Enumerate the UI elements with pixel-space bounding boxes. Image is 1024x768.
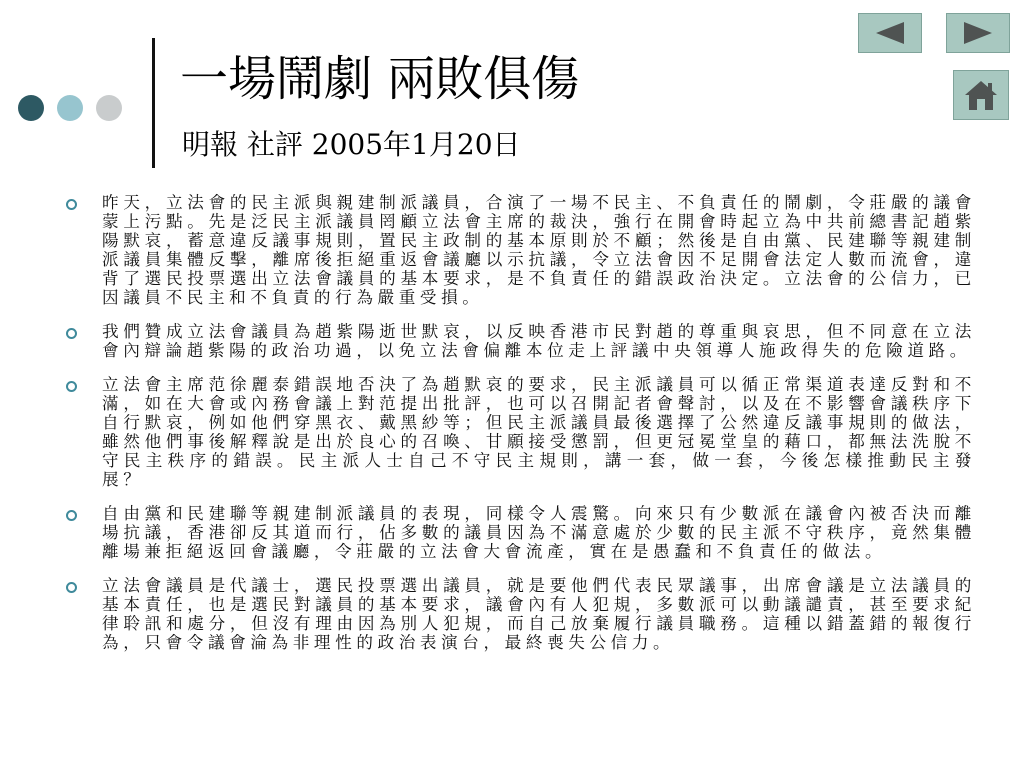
dot-gray (96, 95, 122, 121)
paragraph-text: 昨天，立法會的民主派與親建制派議員，合演了一場不民主、不負責任的鬧劇，令莊嚴的議會蒙上污點。先是泛民主派議員罔顧立法會主席的裁決，強行在開會時起立為中共前總書記趙紫陽默哀，蓄意違反議事規則，置民主政制的基本原則於不顧；然後是自由黨、民建聯等親建制派議員集體反擊，離席後拒絕重返會議廳以示抗議，令立法會因不足開會法定人數而流會，違背了選民投票選出立法會議員的基本要求，是不負責任的錯誤政治決定。立法會的公信力，已因議員不民主和不負責的行為嚴重受損。 (102, 193, 976, 307)
triangle-right-icon (960, 20, 996, 46)
previous-slide-button[interactable] (858, 13, 922, 53)
paragraph-item (66, 504, 976, 561)
paragraph-text: 自由黨和民建聯等親建制派議員的表現，同樣令人震驚。向來只有少數派在議會內被否決而離場抗議，香港卻反其道而行，佔多數的議員因為不滿意處於少數的民主派不守秩序，竟然集體離場兼拒絕返回會議廳，令莊嚴的立法會大會流產，實在是愚蠢和不負責任的做法。 (102, 504, 976, 561)
article-paragraphs (66, 193, 976, 667)
slide-title: 一場鬧劇 兩敗俱傷 (180, 51, 580, 107)
paragraph-text: 立法會主席范徐麗泰錯誤地否決了為趙默哀的要求，民主派議員可以循正常渠道表達反對和不滿，如在大會或內務會議上對范提出批評，也可以召開記者會聲討，以及在不影響會議秩序下自行默哀，例如他們穿黑衣、戴黑紗等；但民主派議員最後選擇了公然違反議事規則的做法，雖然他們事後解釋說是出於良心的召喚、甘願接受懲罰，但更冠冕堂皇的藉口，都無法洗脫不守民主秩序的錯誤。民主派人士自己不守民主規則，講一套，做一套，今後怎樣推動民主發展？ (102, 375, 976, 489)
next-slide-button[interactable] (946, 13, 1010, 53)
paragraph-text: 立法會議員是代議士，選民投票選出議員，就是要他們代表民眾議事，出席會議是立法議員的基本責任，也是選民對議員的基本要求，議會內有人犯規，多數派可以動議譴責，甚至要求紀律聆訊和處分，但沒有理由因為別人犯規，而自己放棄履行議員職務。這種以錯蓋錯的報復行為，只會令議會淪為非理性的政治表演台，最終喪失公信力。 (102, 576, 976, 652)
title-divider (152, 38, 155, 168)
home-button[interactable] (953, 70, 1009, 120)
bullet-icon (66, 510, 77, 521)
dot-dark (18, 95, 44, 121)
decorative-dots (18, 95, 122, 121)
triangle-left-icon (872, 20, 908, 46)
paragraph-item (66, 375, 976, 489)
house-icon (963, 78, 999, 112)
bullet-icon (66, 199, 77, 210)
slide-subtitle: 明報 社評 2005年1月20日 (182, 128, 521, 161)
paragraph-item (66, 322, 976, 360)
paragraph-item (66, 576, 976, 652)
bullet-icon (66, 582, 77, 593)
dot-light-teal (57, 95, 83, 121)
bullet-icon (66, 381, 77, 392)
bullet-icon (66, 328, 77, 339)
paragraph-text: 我們贊成立法會議員為趙紫陽逝世默哀，以反映香港市民對趙的尊重與哀思，但不同意在立法會內辯論趙紫陽的政治功過，以免立法會偏離本位走上評議中央領導人施政得失的危險道路。 (102, 322, 976, 360)
paragraph-item (66, 193, 976, 307)
